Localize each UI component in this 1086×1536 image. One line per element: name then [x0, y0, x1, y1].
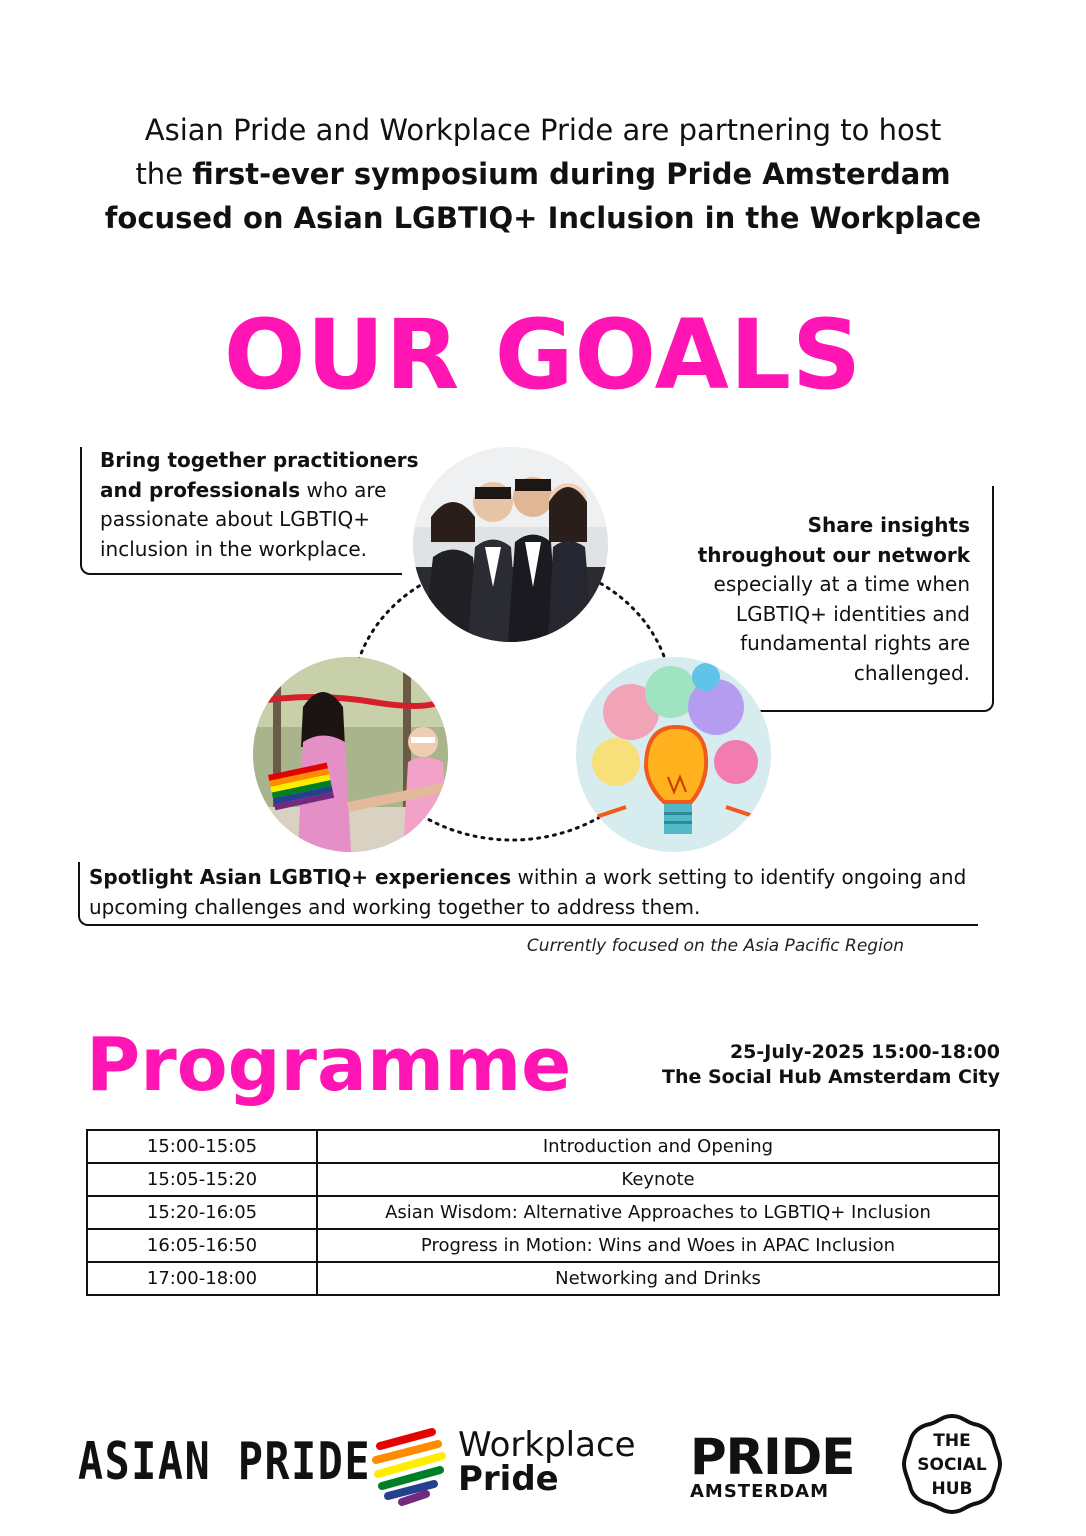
programme-item: Keynote	[317, 1163, 999, 1196]
goals-title: OUR GOALS	[223, 299, 863, 411]
pride-celebration-photo	[253, 657, 448, 852]
programme-time: 16:05-16:50	[87, 1229, 317, 1262]
intro-line2-prefix: the	[135, 157, 193, 191]
programme-time: 17:00-18:00	[87, 1262, 317, 1295]
programme-item: Asian Wisdom: Alternative Approaches to LGBTIQ+ Inclusion	[317, 1196, 999, 1229]
intro-text	[80, 108, 1006, 240]
workplace-line1: Workplace	[458, 1425, 636, 1465]
the-social-hub-logo	[900, 1412, 1004, 1516]
programme-time: 15:00-15:05	[87, 1130, 317, 1163]
programme-time: 15:05-15:20	[87, 1163, 317, 1196]
workplace-line2: Pride	[458, 1459, 559, 1499]
programme-time: 15:20-16:05	[87, 1196, 317, 1229]
workplace-pride-mark-icon	[372, 1426, 448, 1506]
programme-item: Introduction and Opening	[317, 1130, 999, 1163]
asian-pride-logo: ASIAN PRIDE	[78, 1432, 372, 1492]
programme-item: Progress in Motion: Wins and Woes in APAC Inclusion	[317, 1229, 999, 1262]
pride-amsterdam-logo	[690, 1428, 855, 1502]
programme-row	[87, 1130, 999, 1163]
programme-venue: The Social Hub Amsterdam City	[661, 1066, 1000, 1088]
hub-line3: HUB	[931, 1479, 973, 1499]
programme-row	[87, 1229, 999, 1262]
lightbulb-photo	[576, 657, 771, 852]
goal2-rest: especially at a time when LGBTIQ+ identities and fundamental rights are challenged.	[713, 572, 970, 685]
intro-line2	[80, 152, 1006, 196]
goal2-bold: Share insights throughout our network	[697, 513, 970, 567]
goal1-text	[100, 446, 430, 564]
programme-info	[600, 1040, 1000, 1090]
intro-line3	[80, 196, 1006, 240]
goal1-rest: who are passionate about LGBTIQ+ inclusion in the workplace.	[100, 477, 387, 561]
goal3-bold: Spotlight Asian LGBTIQ+ experiences	[89, 865, 512, 889]
programme-row	[87, 1262, 999, 1295]
workplace-pride-logo	[458, 1425, 636, 1499]
programme-item: Networking and Drinks	[317, 1262, 999, 1295]
hub-line1: THE	[933, 1431, 971, 1451]
programme-row	[87, 1196, 999, 1229]
programme-date: 25-July-2025 15:00-18:00	[729, 1041, 1000, 1063]
pride-line2: AMSTERDAM	[690, 1481, 830, 1502]
goal3-rest: within a work setting to identify ongoing and upcoming challenges and working together to address them.	[89, 865, 967, 919]
intro-line2-bold: first-ever symposium during Pride Amsterdam	[192, 157, 951, 191]
hub-line2: SOCIAL	[917, 1455, 987, 1475]
pride-line1: PRIDE	[690, 1428, 855, 1486]
programme-title: Programme	[86, 1022, 572, 1108]
region-note: Currently focused on the Asia Pacific Region	[526, 936, 904, 956]
programme-row	[87, 1163, 999, 1196]
professionals-photo	[413, 447, 608, 642]
programme-table	[86, 1129, 1000, 1296]
goal3-text	[89, 863, 989, 922]
goal1-bold: Bring together practitioners and professionals	[100, 448, 419, 502]
intro-line1: Asian Pride and Workplace Pride are partnering to host	[144, 113, 942, 147]
intro-line3-bold: focused on Asian LGBTIQ+ Inclusion in the Workplace	[104, 201, 982, 235]
goal2-text	[690, 511, 970, 688]
